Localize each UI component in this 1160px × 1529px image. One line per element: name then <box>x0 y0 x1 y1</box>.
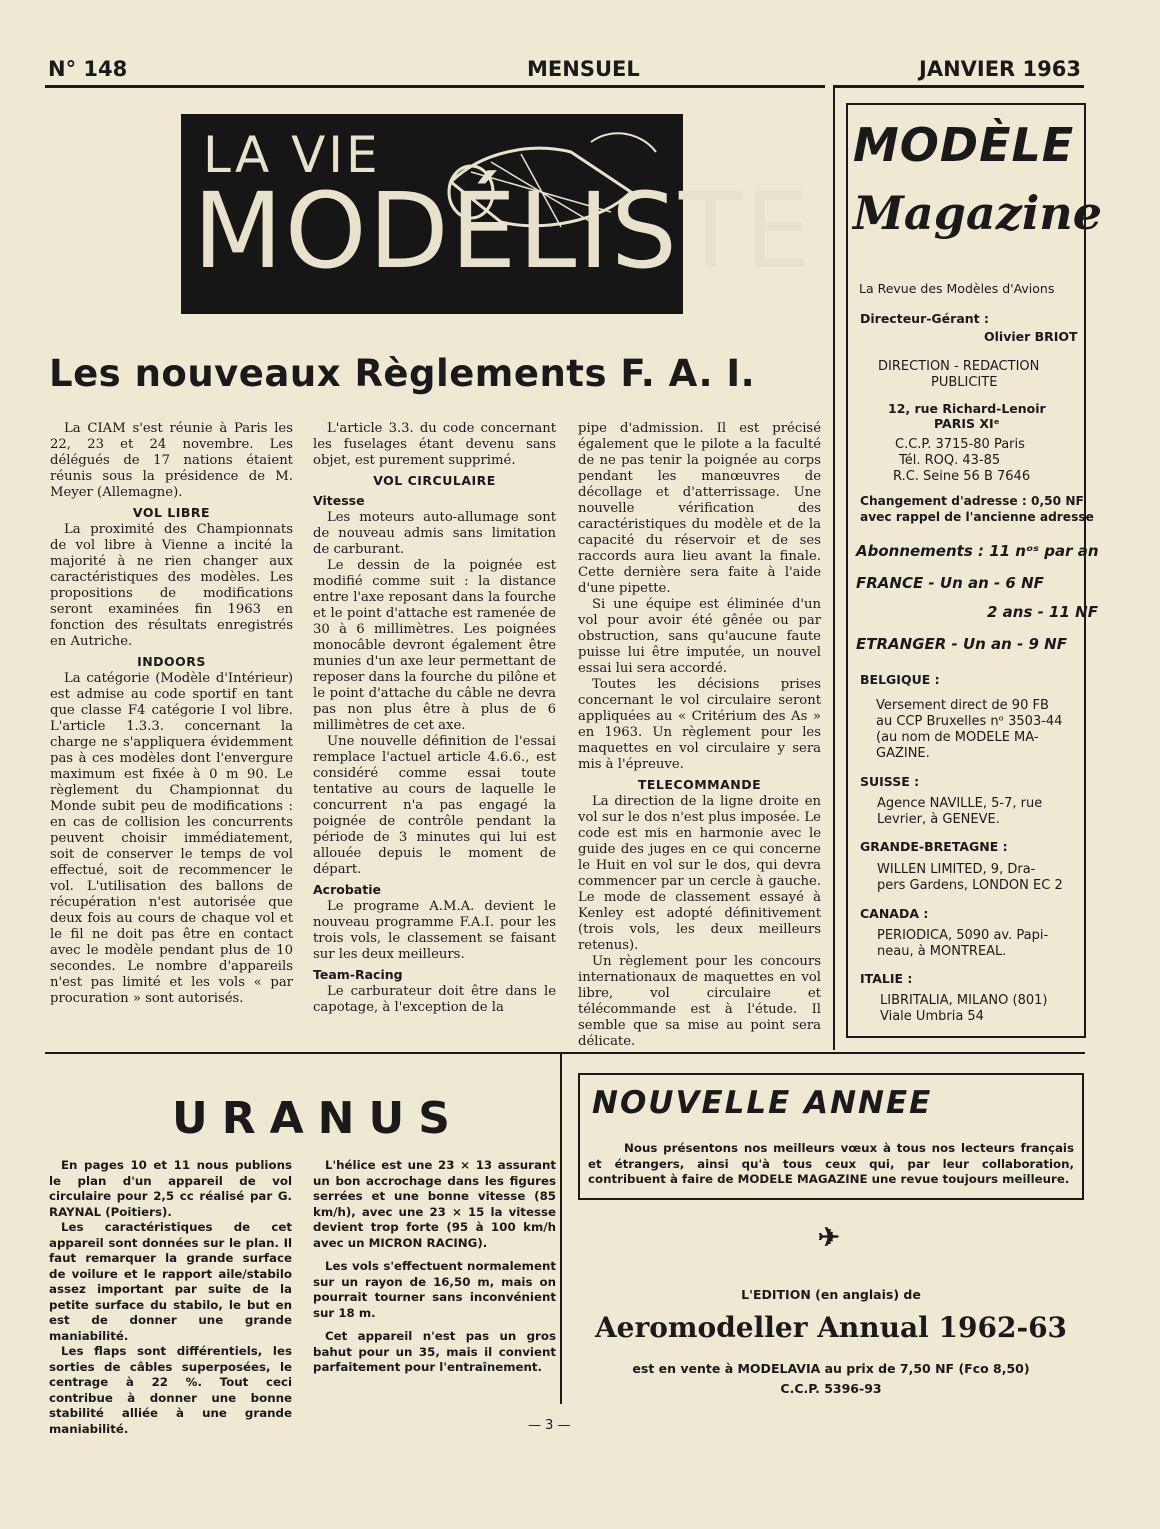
belgique-text: Versement direct de 90 FB <box>876 698 1049 713</box>
paragraph: L'article 3.3. du code concernant les fuselages étant devenu sans objet, est purement supprimé. <box>313 421 556 468</box>
paragraph: L'hélice est une 23 × 13 assurant un bon accrochage dans les figures serrées et une bonne vitesse (85 km/h), avec une 23 × 15 la vitesse devient trop forte (95 à 100 km/h avec un MICRON RACING). <box>313 1158 556 1250</box>
paragraph: La catégorie (Modèle d'Intérieur) est admise au code sportif en tant que classe F4 catégorie I vol libre. L'article 1.3.3. concernant la charge ne s'appliquera évidemment pas à ces modèles dont l'envergure maximum est fixée à 0 m 90. Le règlement du Championnat du Monde subit peu de modifications : en cas de collision les concurrents peuvent choisir immédiatement, soit de conserver le temps de vol effectué, soit de recommencer le vol. L'utilisation des ballons de récupération n'est autorisée que deux fois au cours de chaque vol et le fil ne doit pas être en contact avec le modèle pendant plus de 10 secondes. Le nombre d'appareils n'est pas limité et les vols « par procuration » sont autorisés. <box>50 671 293 1006</box>
paragraph: Si une équipe est éliminée d'un vol pour avoir été gênée ou par obstruction, sans qu'aucune faute puisse lui être imputée, un nouvel essai lui sera accordé. <box>578 597 821 676</box>
uranus-title: URANUS <box>172 1093 464 1144</box>
paragraph: La direction de la ligne droite en vol sur le dos n'est plus imposée. Le code est mis en harmonie avec le guide des juges en ce qui concerne le Huit en vol sur le dos, qui devra commencer par un cercle à gauche. Le mode de classement essayé à Kenley est adopté définitivement (trois vols, les deux meilleurs retenus). <box>578 794 821 953</box>
tagline: La Revue des Modèles d'Avions <box>859 281 1055 296</box>
paragraph: Toutes les décisions prises concernant le vol circulaire seront appliquées au « Critérium des As » en 1963. Un règlement pour les maquettes en vol circulaire y sera mis à l'épreuve. <box>578 677 821 772</box>
suisse-text: Levrier, à GENEVE. <box>877 812 1000 827</box>
gb-text: WILLEN LIMITED, 9, Dra- <box>877 862 1036 877</box>
section-heading: VOL CIRCULAIRE <box>373 473 496 488</box>
paragraph: Un règlement pour les concours internationaux de maquettes en vol libre, vol circulaire et télécommande est à l'étude. Il semble que sa mise au point sera délicate. <box>578 954 821 1049</box>
paragraph: pipe d'admission. Il est précisé également que le pilote a la faculté de ne pas tenir la poignée au corps pendant les manœuvres de décollage et d'atterrissage. Une nouvelle vérification des caractéristiques du modèle et de la capacité du réservoir et de ses raccords aura lieu avant la finale. Cette dernière sera faite à l'aide d'une pipette. <box>578 421 821 596</box>
uranus-column-left <box>49 1158 292 1445</box>
article-title: Les nouveaux Règlements F. A. I. <box>49 352 756 395</box>
ccp-line: C.C.P. 3715-80 Paris <box>895 437 1025 452</box>
gb-text: pers Gardens, LONDON EC 2 <box>877 878 1063 893</box>
belgique-text: GAZINE. <box>876 746 930 761</box>
tel-line: Tél. ROQ. 43-85 <box>899 453 1001 468</box>
rc-line: R.C. Seine 56 B 7646 <box>893 469 1031 484</box>
article-column-1 <box>50 421 293 1007</box>
paragraph: Le carburateur doit être dans le capotage, à l'exception de la <box>313 984 556 1015</box>
paragraph: Les flaps sont différentiels, les sorties de câbles superposées, le centrage à 22 %. Tout ceci contribue à donner une bonne stabilité alliée à une grande maniabilité. <box>49 1344 292 1436</box>
paragraph: Le dessin de la poignée est modifié comme suit : la distance entre l'axe reposant dans la fourche et le point d'attache est ramenée de 30 à 6 millimètres. Les poignées monocâble devront également être munies d'un axe leur permettant de reposer dans la fourche du pilône et le point d'attache du câble ne devra pas non plus être à plus de 6 millimètres de cet axe. <box>313 558 556 733</box>
subsection-heading: Vitesse <box>313 493 365 508</box>
belgique-text: (au nom de MODELE MA- <box>876 730 1039 745</box>
banner-line1: LA VIE <box>203 126 381 184</box>
issue-date: JANVIER 1963 <box>919 57 1081 81</box>
address-line-1: 12, rue Richard-Lenoir <box>888 401 1046 416</box>
section-heading: VOL LIBRE <box>132 505 211 520</box>
article-column-2 <box>313 421 556 1016</box>
country-suisse: SUISSE : <box>860 774 920 789</box>
article-column-3 <box>578 421 821 1050</box>
address-change-1: Changement d'adresse : 0,50 NF <box>860 494 1084 508</box>
page-number: — 3 — <box>528 1418 571 1433</box>
header-rule <box>45 85 825 88</box>
paragraph: Cet appareil n'est pas un gros bahut pour un 35, mais il convient parfaitement pour l'entraînement. <box>313 1329 556 1374</box>
country-italie: ITALIE : <box>860 971 913 986</box>
canada-text: neau, à MONTREAL. <box>877 944 1007 959</box>
paragraph: Une nouvelle définition de l'essai remplace l'actuel article 4.6.6., est considéré comme essai toute tentative au cours de laquelle le concurrent n'a pas engagé la poignée de contrôle pendant la période de 3 minutes qui lui est allouée depuis le moment de départ. <box>313 734 556 877</box>
dept-line-1: DIRECTION - REDACTION <box>878 359 1040 374</box>
director-name: Olivier BRIOT <box>984 329 1078 344</box>
section-heading: INDOORS <box>137 654 206 669</box>
sidebar-logo <box>849 106 1103 272</box>
country-belgique: BELGIQUE : <box>860 672 940 687</box>
director-label: Directeur-Gérant : <box>860 311 989 326</box>
dept-line-2: PUBLICITE <box>931 375 998 390</box>
paragraph: Les vols s'effectuent normalement sur un rayon de 16,50 m, mais on pourrait tourner sans inconvénient sur 18 m. <box>313 1259 556 1320</box>
canada-text: PERIODICA, 5090 av. Papi- <box>877 928 1049 943</box>
address-line-2: PARIS XIᵉ <box>934 416 1000 431</box>
edition-title: Aeromodeller Annual 1962-63 <box>594 1311 1068 1344</box>
address-change-2: avec rappel de l'ancienne adresse <box>860 510 1094 524</box>
ornament-icon: ✈ <box>818 1223 840 1253</box>
subscription-etranger: ETRANGER - Un an - 9 NF <box>856 635 1067 653</box>
sidebar-divider <box>833 88 835 1050</box>
logo-word-magazine: Magazine <box>853 186 1103 240</box>
paragraph: Les caractéristiques de cet appareil sont données sur le plan. Il faut remarquer la grande surface de voilure et le rapport aile/stabilo assez important par suite de la petite surface du stabilo, le but en est de donner une grande maniabilité. <box>49 1220 292 1343</box>
section-rule <box>45 1052 1085 1054</box>
suisse-text: Agence NAVILLE, 5-7, rue <box>877 796 1043 811</box>
subscription-france-2: 2 ans - 11 NF <box>987 603 1098 621</box>
country-gb: GRANDE-BRETAGNE : <box>860 839 1008 854</box>
subscription-france-1: FRANCE - Un an - 6 NF <box>856 574 1044 592</box>
paragraph: Le programe A.M.A. devient le nouveau programme F.A.I. pour les trois vols, le classement se faisant sur les deux meilleurs. <box>313 899 556 962</box>
new-year-title: NOUVELLE ANNEE <box>592 1085 933 1121</box>
italie-text: Viale Umbria 54 <box>880 1009 984 1024</box>
new-year-text: Nous présentons nos meilleurs vœux à tous nos lecteurs français et étrangers, ainsi qu'à tous ceux qui, par leur collaboration, contribuent à faire de MODELE MAGAZINE une revue toujours meilleure. <box>588 1141 1074 1186</box>
paragraph: La CIAM s'est réunie à Paris les 22, 23 et 24 novembre. Les délégués de 17 nations étaient réunis sous la présidence de M. Meyer (Allemagne). <box>50 421 293 500</box>
masthead-banner <box>181 114 813 314</box>
banner-line2: MODÉLISTE <box>193 170 813 292</box>
edition-line-2: est en vente à MODELAVIA au prix de 7,50 NF (Fco 8,50) <box>632 1361 1030 1376</box>
subsection-heading: Acrobatie <box>313 882 381 897</box>
header-rule-right <box>833 85 1084 88</box>
telescope-illustration <box>441 122 671 242</box>
edition-line-3: C.C.P. 5396-93 <box>780 1381 882 1396</box>
section-heading: TELECOMMANDE <box>637 777 762 792</box>
paragraph: En pages 10 et 11 nous publions le plan d'un appareil de vol circulaire pour 2,5 cc réalisé par G. RAYNAL (Poitiers). <box>49 1158 292 1219</box>
edition-line-1: L'EDITION (en anglais) de <box>741 1287 921 1302</box>
country-canada: CANADA : <box>860 906 929 921</box>
belgique-text: au CCP Bruxelles nᵒ 3503-44 <box>876 714 1063 729</box>
new-year-box <box>578 1073 1084 1200</box>
italie-text: LIBRITALIA, MILANO (801) <box>880 993 1048 1008</box>
subsection-heading: Team-Racing <box>313 967 403 982</box>
issue-number: N° 148 <box>48 57 128 81</box>
frequency-label: MENSUEL <box>527 57 640 81</box>
logo-word-modele: MODÈLE <box>853 118 1075 172</box>
subscription-title: Abonnements : 11 nᵒˢ par an <box>856 542 1099 560</box>
paragraph: Les moteurs auto-allumage sont de nouveau admis sans limitation de carburant. <box>313 510 556 557</box>
bottom-divider <box>560 1054 562 1404</box>
uranus-column-right <box>313 1158 556 1384</box>
paragraph: La proximité des Championnats de vol libre à Vienne a incité la majorité à ne rien changer aux caractéristiques des modèles. Les propositions de modifications seront examinées fin 1963 en fonction des résultats enregistrés en Autriche. <box>50 522 293 649</box>
